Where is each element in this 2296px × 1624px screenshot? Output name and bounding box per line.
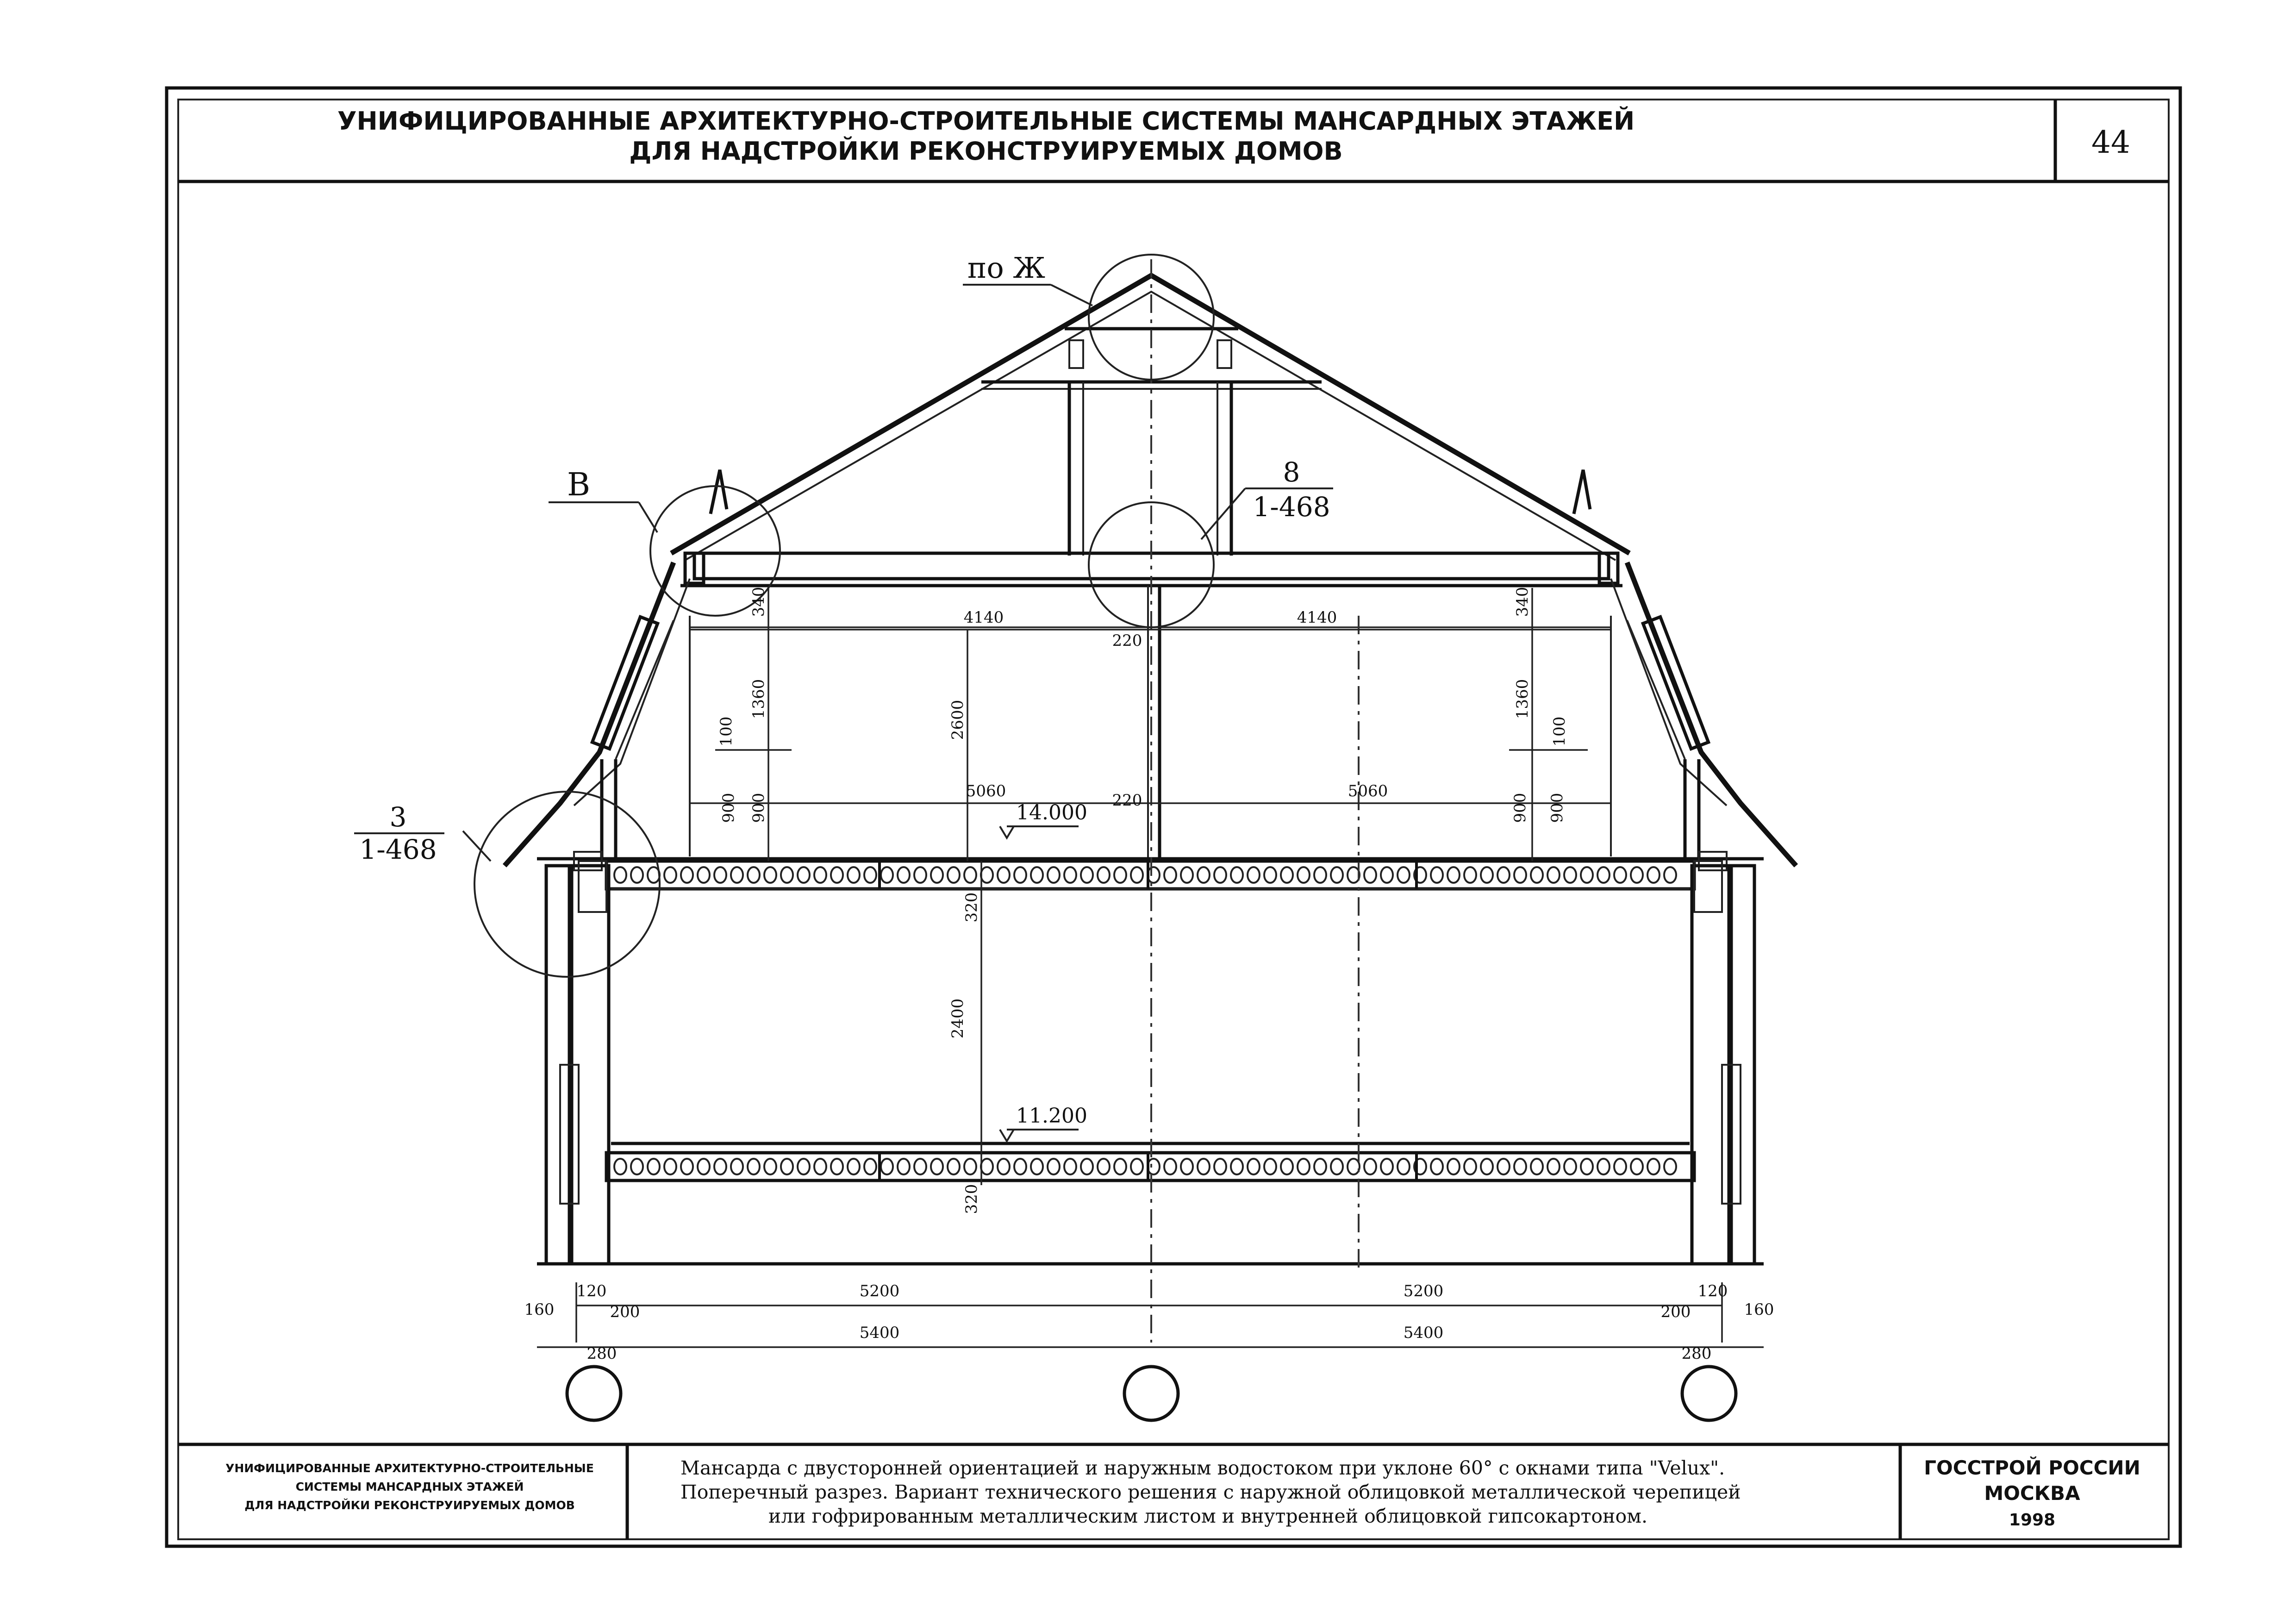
slab-void bbox=[914, 1159, 926, 1174]
slab-void bbox=[1664, 867, 1676, 883]
slab-void bbox=[1547, 867, 1560, 883]
dim-120-left: 120 bbox=[576, 1282, 607, 1300]
slab-void bbox=[681, 1159, 693, 1174]
slab-void bbox=[1331, 1159, 1343, 1174]
slab-void bbox=[964, 867, 976, 883]
footer-year: 1998 bbox=[2009, 1511, 2056, 1530]
slab-void bbox=[1331, 867, 1343, 883]
slab-void bbox=[1231, 1159, 1243, 1174]
dim-900-left-1: 900 bbox=[719, 793, 738, 823]
callout-8-ref: 1-468 bbox=[1253, 491, 1330, 523]
callout-labels bbox=[359, 251, 1330, 865]
slab-void bbox=[1281, 867, 1293, 883]
slab-void bbox=[1531, 1159, 1543, 1174]
slab-void bbox=[1048, 1159, 1060, 1174]
callout-8-num: 8 bbox=[1283, 456, 1300, 488]
dim-160-left: 160 bbox=[524, 1300, 555, 1319]
footer-desc-line1: Мансарда с двусторонней ориентацией и наружным водостоком при уклоне 60° с окнами типа "Velux". bbox=[680, 1457, 1725, 1479]
slab-void bbox=[1014, 1159, 1026, 1174]
dim-5060-right: 5060 bbox=[1348, 782, 1388, 800]
level-11200: 11.200 bbox=[1016, 1104, 1087, 1128]
dim-200-right: 200 bbox=[1660, 1303, 1691, 1321]
slab-void bbox=[948, 867, 960, 883]
slab-void bbox=[1181, 867, 1193, 883]
slab-void bbox=[1514, 1159, 1526, 1174]
exterior-walls bbox=[537, 861, 1764, 1264]
slab-void bbox=[1064, 867, 1076, 883]
footer-desc-line2: Поперечный разрез. Вариант технического решения с наружной облицовкой металлической черепицей bbox=[680, 1481, 1741, 1503]
slab-void bbox=[781, 1159, 793, 1174]
slab-void bbox=[1264, 867, 1276, 883]
slab-void bbox=[864, 867, 876, 883]
level-marks bbox=[1000, 826, 1079, 1141]
slab-void bbox=[1481, 867, 1493, 883]
footer-org-line1: УНИФИЦИРОВАННЫЕ АРХИТЕКТУРНО-СТРОИТЕЛЬНЫЕ bbox=[225, 1462, 594, 1475]
dim-120-right: 120 bbox=[1697, 1282, 1728, 1300]
slab-void bbox=[1298, 1159, 1310, 1174]
dim-160-right: 160 bbox=[1744, 1300, 1774, 1319]
level-14000: 14.000 bbox=[1016, 801, 1087, 824]
slab-void bbox=[748, 867, 760, 883]
dim-320-bottom: 320 bbox=[962, 1184, 981, 1214]
dim-340-right: 340 bbox=[1513, 587, 1532, 617]
slab-void bbox=[831, 867, 843, 883]
footer-org-line2: СИСТЕМЫ МАНСАРДНЫХ ЭТАЖЕЙ bbox=[295, 1480, 524, 1493]
slab-void bbox=[1131, 867, 1143, 883]
dim-5200-left: 5200 bbox=[859, 1282, 900, 1300]
dim-320-top: 320 bbox=[962, 892, 981, 923]
slab-void bbox=[1264, 1159, 1276, 1174]
slab-void bbox=[614, 1159, 626, 1174]
slab-void bbox=[1614, 1159, 1626, 1174]
sheet-number: 44 bbox=[2091, 125, 2130, 160]
dim-5060-left: 5060 bbox=[966, 782, 1006, 800]
slab-void bbox=[948, 1159, 960, 1174]
dim-200-left: 200 bbox=[610, 1303, 640, 1321]
dim-900-right-2: 900 bbox=[1548, 793, 1566, 823]
header-title-line1: УНИФИЦИРОВАННЫЕ АРХИТЕКТУРНО-СТРОИТЕЛЬНЫЕ СИСТЕМЫ МАНСАРДНЫХ ЭТАЖЕЙ bbox=[337, 106, 1635, 136]
slab-void bbox=[1631, 867, 1643, 883]
slab-void bbox=[1431, 1159, 1443, 1174]
slab-void bbox=[1298, 867, 1310, 883]
slab-void bbox=[748, 1159, 760, 1174]
dim-4140-left: 4140 bbox=[963, 608, 1004, 627]
slab-void bbox=[1014, 867, 1026, 883]
slab-void bbox=[998, 867, 1010, 883]
slab-void bbox=[631, 1159, 643, 1174]
dim-220-mid: 220 bbox=[1112, 791, 1142, 810]
slab-void bbox=[1381, 867, 1393, 883]
slab-void bbox=[1647, 1159, 1660, 1174]
slab-void bbox=[764, 1159, 776, 1174]
slab-void bbox=[981, 1159, 993, 1174]
slab-void bbox=[1164, 867, 1176, 883]
slab-void bbox=[698, 867, 710, 883]
slab-void bbox=[1364, 1159, 1376, 1174]
slab-void bbox=[1447, 867, 1460, 883]
slab-void bbox=[714, 867, 726, 883]
dim-900-left-2: 900 bbox=[749, 793, 768, 823]
slab-void bbox=[798, 867, 810, 883]
slab-void bbox=[998, 1159, 1010, 1174]
slab-void bbox=[1497, 1159, 1510, 1174]
hollow-core-voids-upper bbox=[614, 861, 1676, 889]
slab-void bbox=[764, 867, 776, 883]
slab-void bbox=[1581, 867, 1593, 883]
slab-void bbox=[1614, 867, 1626, 883]
dim-2400: 2400 bbox=[948, 998, 967, 1039]
slab-void bbox=[1064, 1159, 1076, 1174]
slab-void bbox=[1364, 867, 1376, 883]
slab-void bbox=[1381, 1159, 1393, 1174]
axis-bubble-center bbox=[1124, 1367, 1178, 1420]
slab-void bbox=[1647, 867, 1660, 883]
slab-void bbox=[798, 1159, 810, 1174]
slab-void bbox=[1031, 867, 1043, 883]
slab-void bbox=[1664, 1159, 1676, 1174]
callout-3-ref: 1-468 bbox=[359, 834, 437, 865]
slab-void bbox=[1314, 1159, 1326, 1174]
slab-void bbox=[1464, 1159, 1476, 1174]
slab-void bbox=[1214, 1159, 1226, 1174]
slab-void bbox=[881, 1159, 893, 1174]
dim-280-left: 280 bbox=[586, 1344, 617, 1363]
detail-circle-3[interactable] bbox=[474, 792, 660, 977]
slab-void bbox=[864, 1159, 876, 1174]
hollow-core-voids-lower bbox=[614, 1153, 1676, 1181]
slab-void bbox=[814, 1159, 826, 1174]
slab-void bbox=[681, 867, 693, 883]
slab-void bbox=[1497, 867, 1510, 883]
slab-void bbox=[1114, 1159, 1126, 1174]
slab-void bbox=[1447, 1159, 1460, 1174]
slab-void bbox=[1597, 867, 1610, 883]
footer-publisher-line2: МОСКВА bbox=[1984, 1482, 2080, 1505]
slab-void bbox=[731, 1159, 743, 1174]
slab-void bbox=[614, 867, 626, 883]
slab-void bbox=[1231, 867, 1243, 883]
slab-void bbox=[1098, 867, 1110, 883]
slab-void bbox=[898, 867, 910, 883]
title-block-header bbox=[337, 106, 2130, 166]
slab-void bbox=[1248, 867, 1260, 883]
slab-void bbox=[1031, 1159, 1043, 1174]
slab-void bbox=[1564, 1159, 1576, 1174]
dimension-labels bbox=[524, 587, 1774, 1363]
slab-void bbox=[1481, 1159, 1493, 1174]
slab-void bbox=[631, 867, 643, 883]
slab-void bbox=[1431, 867, 1443, 883]
sheet-frame bbox=[167, 88, 2180, 1546]
cross-section-drawing bbox=[354, 251, 1796, 1420]
slab-void bbox=[1547, 1159, 1560, 1174]
dim-2600: 2600 bbox=[948, 700, 967, 740]
slab-void bbox=[1048, 867, 1060, 883]
slab-void bbox=[1214, 867, 1226, 883]
slab-void bbox=[664, 1159, 676, 1174]
slab-void bbox=[731, 867, 743, 883]
dim-900-right-1: 900 bbox=[1511, 793, 1529, 823]
slab-void bbox=[931, 867, 943, 883]
slab-void bbox=[1631, 1159, 1643, 1174]
slab-void bbox=[1098, 1159, 1110, 1174]
callout-zh: по Ж bbox=[967, 251, 1046, 285]
slab-void bbox=[781, 867, 793, 883]
dim-5200-right: 5200 bbox=[1403, 1282, 1444, 1300]
slab-void bbox=[1181, 1159, 1193, 1174]
slab-void bbox=[1198, 867, 1210, 883]
grid-axis-bubbles bbox=[567, 1367, 1736, 1420]
slab-void bbox=[1398, 867, 1410, 883]
footer-org-line3: ДЛЯ НАДСТРОЙКИ РЕКОНСТРУИРУЕМЫХ ДОМОВ bbox=[244, 1499, 575, 1512]
roof-mansard-slopes bbox=[505, 562, 1796, 866]
slab-void bbox=[664, 867, 676, 883]
footer-desc-line3: или гофрированным металлическим листом и внутренней облицовкой гипсокартоном. bbox=[768, 1505, 1648, 1527]
dim-5400-left: 5400 bbox=[859, 1324, 900, 1342]
slab-void bbox=[1114, 867, 1126, 883]
slab-void bbox=[1198, 1159, 1210, 1174]
axis-bubble-left bbox=[567, 1367, 621, 1420]
slab-void bbox=[1314, 867, 1326, 883]
slab-void bbox=[1597, 1159, 1610, 1174]
slab-void bbox=[981, 867, 993, 883]
slab-void bbox=[1514, 867, 1526, 883]
slab-void bbox=[1531, 867, 1543, 883]
slab-void bbox=[814, 867, 826, 883]
dim-4140-right: 4140 bbox=[1297, 608, 1337, 627]
detail-circles bbox=[474, 255, 1214, 977]
slab-void bbox=[931, 1159, 943, 1174]
callout-3-num: 3 bbox=[389, 801, 407, 833]
footer-publisher-line1: ГОССТРОЙ РОССИИ bbox=[1924, 1456, 2140, 1479]
dim-280-right: 280 bbox=[1681, 1344, 1712, 1363]
slab-void bbox=[1081, 867, 1093, 883]
slab-void bbox=[964, 1159, 976, 1174]
dim-1360-left: 1360 bbox=[749, 679, 768, 719]
slab-void bbox=[1081, 1159, 1093, 1174]
level-labels bbox=[1016, 801, 1087, 1128]
slab-void bbox=[698, 1159, 710, 1174]
title-block-footer bbox=[225, 1456, 2140, 1530]
dim-220-top: 220 bbox=[1112, 631, 1142, 650]
slab-void bbox=[848, 1159, 860, 1174]
callout-v: В bbox=[567, 467, 590, 503]
slab-void bbox=[648, 1159, 660, 1174]
slab-void bbox=[714, 1159, 726, 1174]
dim-100-left: 100 bbox=[717, 716, 736, 747]
slab-void bbox=[848, 867, 860, 883]
dim-1360-right: 1360 bbox=[1513, 679, 1532, 719]
header-title-line2: ДЛЯ НАДСТРОЙКИ РЕКОНСТРУИРУЕМЫХ ДОМОВ bbox=[629, 137, 1343, 166]
slab-void bbox=[1464, 867, 1476, 883]
slab-void bbox=[1248, 1159, 1260, 1174]
slab-void bbox=[898, 1159, 910, 1174]
slab-void bbox=[914, 867, 926, 883]
dim-100-right: 100 bbox=[1550, 716, 1569, 747]
slab-void bbox=[831, 1159, 843, 1174]
slab-void bbox=[881, 867, 893, 883]
slab-void bbox=[1131, 1159, 1143, 1174]
dim-340-left: 340 bbox=[749, 587, 768, 617]
slab-void bbox=[1581, 1159, 1593, 1174]
axis-bubble-right bbox=[1682, 1367, 1736, 1420]
slab-void bbox=[1398, 1159, 1410, 1174]
dim-5400-right: 5400 bbox=[1403, 1324, 1444, 1342]
slab-void bbox=[1164, 1159, 1176, 1174]
slab-void bbox=[1564, 867, 1576, 883]
slab-void bbox=[1281, 1159, 1293, 1174]
callout-leaders bbox=[354, 285, 1333, 861]
